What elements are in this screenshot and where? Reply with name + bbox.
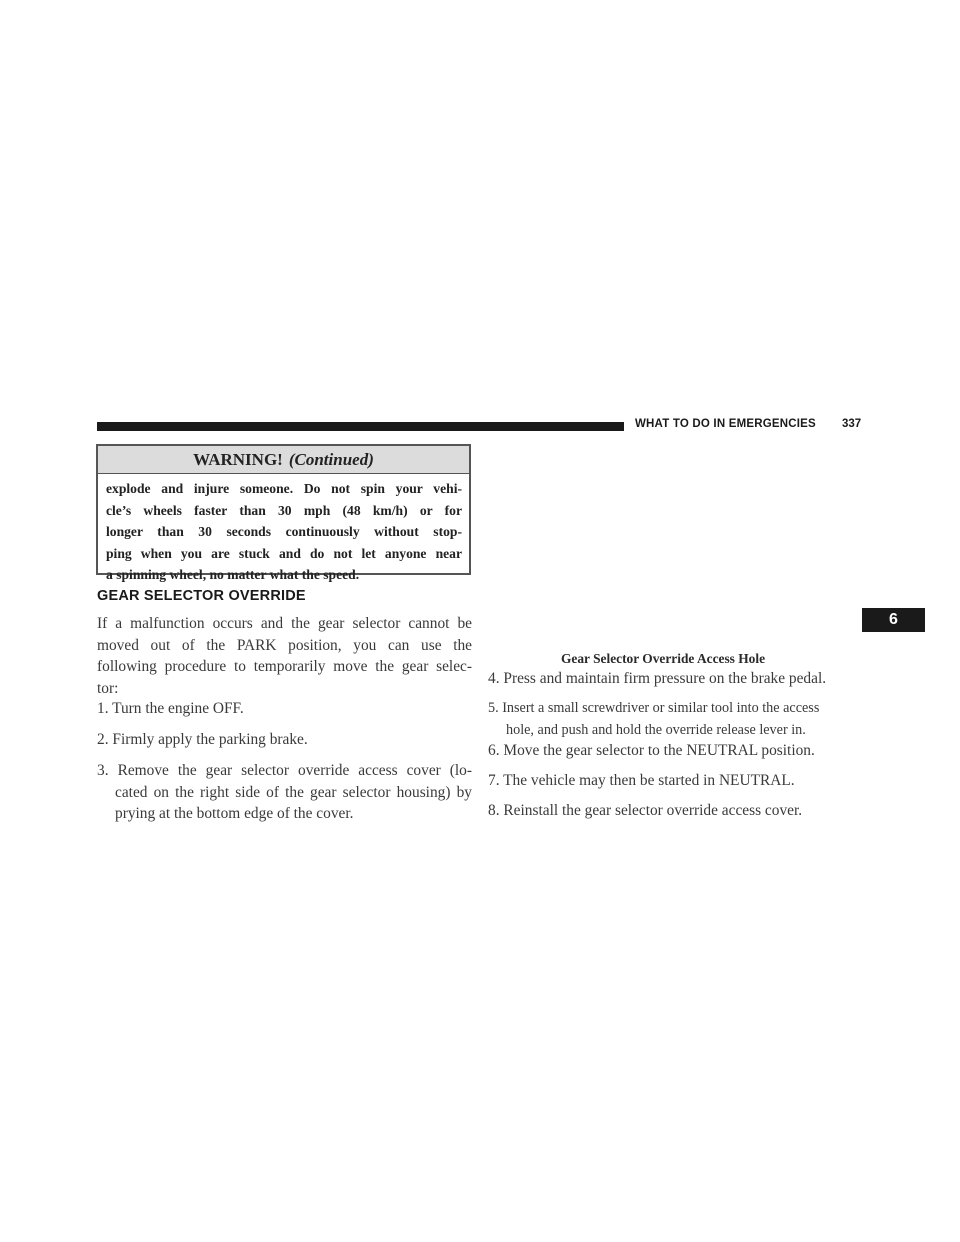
warning-body xyxy=(98,474,469,586)
step-5 xyxy=(488,698,819,741)
warning-header xyxy=(98,446,469,474)
step-text: Press and maintain firm pressure on the brake pedal. xyxy=(503,670,827,687)
step-text: Turn the engine OFF. xyxy=(112,700,244,717)
step-number: 2. xyxy=(97,731,109,748)
step-text: Reinstall the gear selector override access cover. xyxy=(503,802,803,819)
intro-line: following procedure to temporarily move the gear selec- xyxy=(97,658,472,675)
intro-line: moved out of the PARK position, you can use the xyxy=(97,636,472,654)
warning-line: ping when you are stuck and do not let anyone near xyxy=(106,545,462,561)
page-number: 337 xyxy=(842,418,862,430)
step-7 xyxy=(488,770,795,792)
warning-title: WARNING! xyxy=(193,450,283,469)
warning-line: cle’s wheels faster than 30 mph (48 km/h) or for xyxy=(106,502,462,518)
warning-line: explode and injure someone. Do not spin your vehi- xyxy=(106,481,462,496)
warning-line: a spinning wheel, no matter what the speed. xyxy=(106,567,360,582)
step-text: hole, and push and hold the override release lever in. xyxy=(506,721,806,738)
step-number: 6. xyxy=(488,742,500,759)
step-number: 8. xyxy=(488,802,500,819)
header-rule xyxy=(97,422,624,431)
step-1 xyxy=(97,698,244,720)
intro-line: If a malfunction occurs and the gear selector cannot be xyxy=(97,615,472,632)
step-number: 5. xyxy=(488,700,499,716)
figure-caption: Gear Selector Override Access Hole xyxy=(561,651,766,666)
step-text: Remove the gear selector override access cover (lo- xyxy=(117,762,472,779)
section-heading: GEAR SELECTOR OVERRIDE xyxy=(97,588,306,604)
running-header-title: WHAT TO DO IN EMERGENCIES xyxy=(635,418,816,430)
intro-paragraph xyxy=(97,613,472,699)
warning-line: longer than 30 seconds continuously without stop- xyxy=(106,524,462,539)
step-text: prying at the bottom edge of the cover. xyxy=(115,805,354,822)
step-number: 4. xyxy=(488,670,500,687)
step-number: 3. xyxy=(97,762,109,779)
step-text: Move the gear selector to the NEUTRAL position. xyxy=(503,742,815,759)
step-number: 7. xyxy=(488,772,500,789)
warning-continued: (Continued) xyxy=(288,450,374,469)
step-3 xyxy=(97,760,472,825)
step-6 xyxy=(488,740,815,762)
intro-line: tor: xyxy=(97,679,119,697)
step-8 xyxy=(488,800,802,822)
step-text: Insert a small screwdriver or similar tool into the access xyxy=(502,700,820,716)
step-text: Firmly apply the parking brake. xyxy=(112,731,308,748)
step-text: The vehicle may then be started in NEUTRAL. xyxy=(503,772,795,789)
warning-box xyxy=(96,444,471,582)
step-2 xyxy=(97,729,308,751)
step-number: 1. xyxy=(97,700,109,717)
step-text: cated on the right side of the gear selector housing) by xyxy=(115,783,472,801)
chapter-tab: 6 xyxy=(862,608,925,632)
step-4 xyxy=(488,668,826,690)
